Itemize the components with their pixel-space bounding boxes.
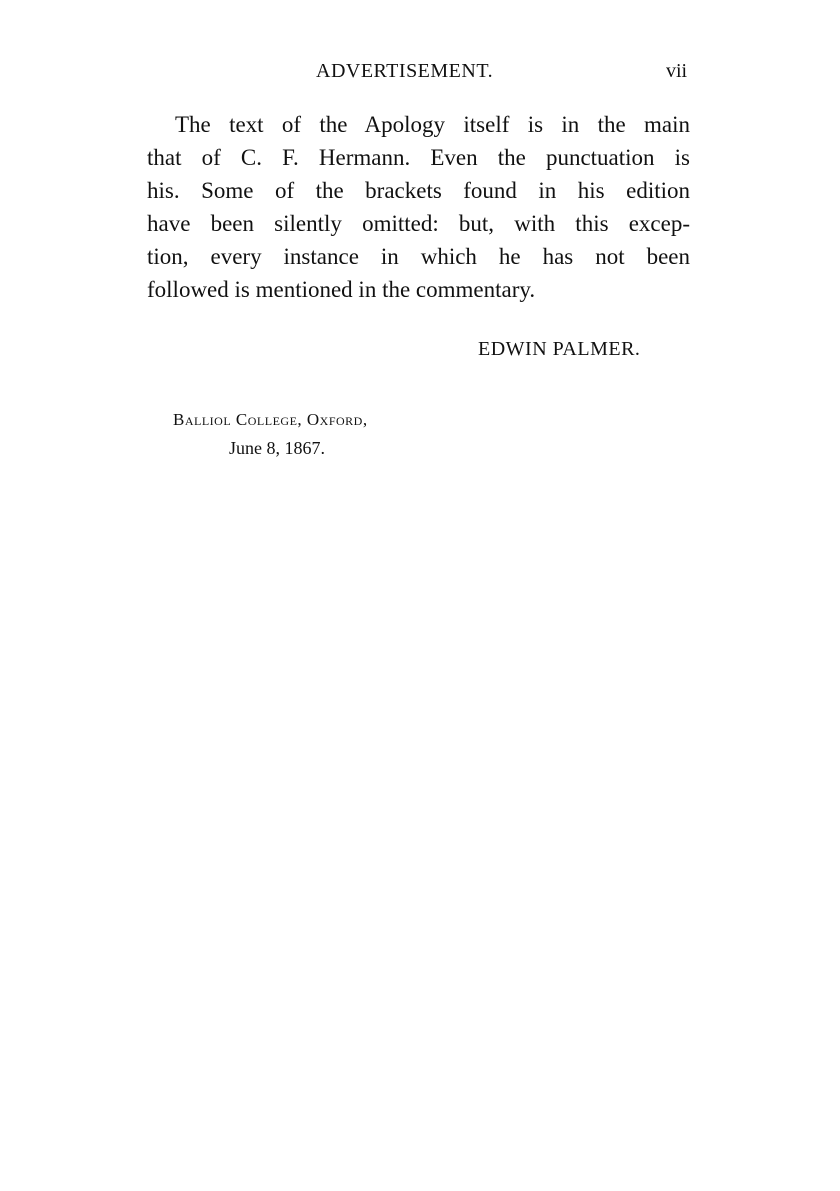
text-line: followed is mentioned in the commentary. xyxy=(147,277,536,302)
running-title: ADVERTISEMENT. xyxy=(316,60,494,82)
page-number: vii xyxy=(666,60,688,82)
body-paragraph xyxy=(147,108,690,306)
dateline-date: June 8, 1867. xyxy=(229,438,325,458)
text-line: tion, every instance in which he has not been xyxy=(147,244,690,269)
running-head xyxy=(0,60,840,90)
text-line: that of C. F. Hermann. Even the punctuation is xyxy=(147,145,690,170)
dateline-place: Balliol College, Oxford, xyxy=(173,410,368,429)
text-line: his. Some of the brackets found in his edition xyxy=(147,178,690,203)
author-signature: EDWIN PALMER. xyxy=(478,338,641,360)
text-line: The text of the Apology itself is in the main xyxy=(175,112,690,137)
text-line: have been silently omitted: but, with this excep- xyxy=(147,211,690,236)
